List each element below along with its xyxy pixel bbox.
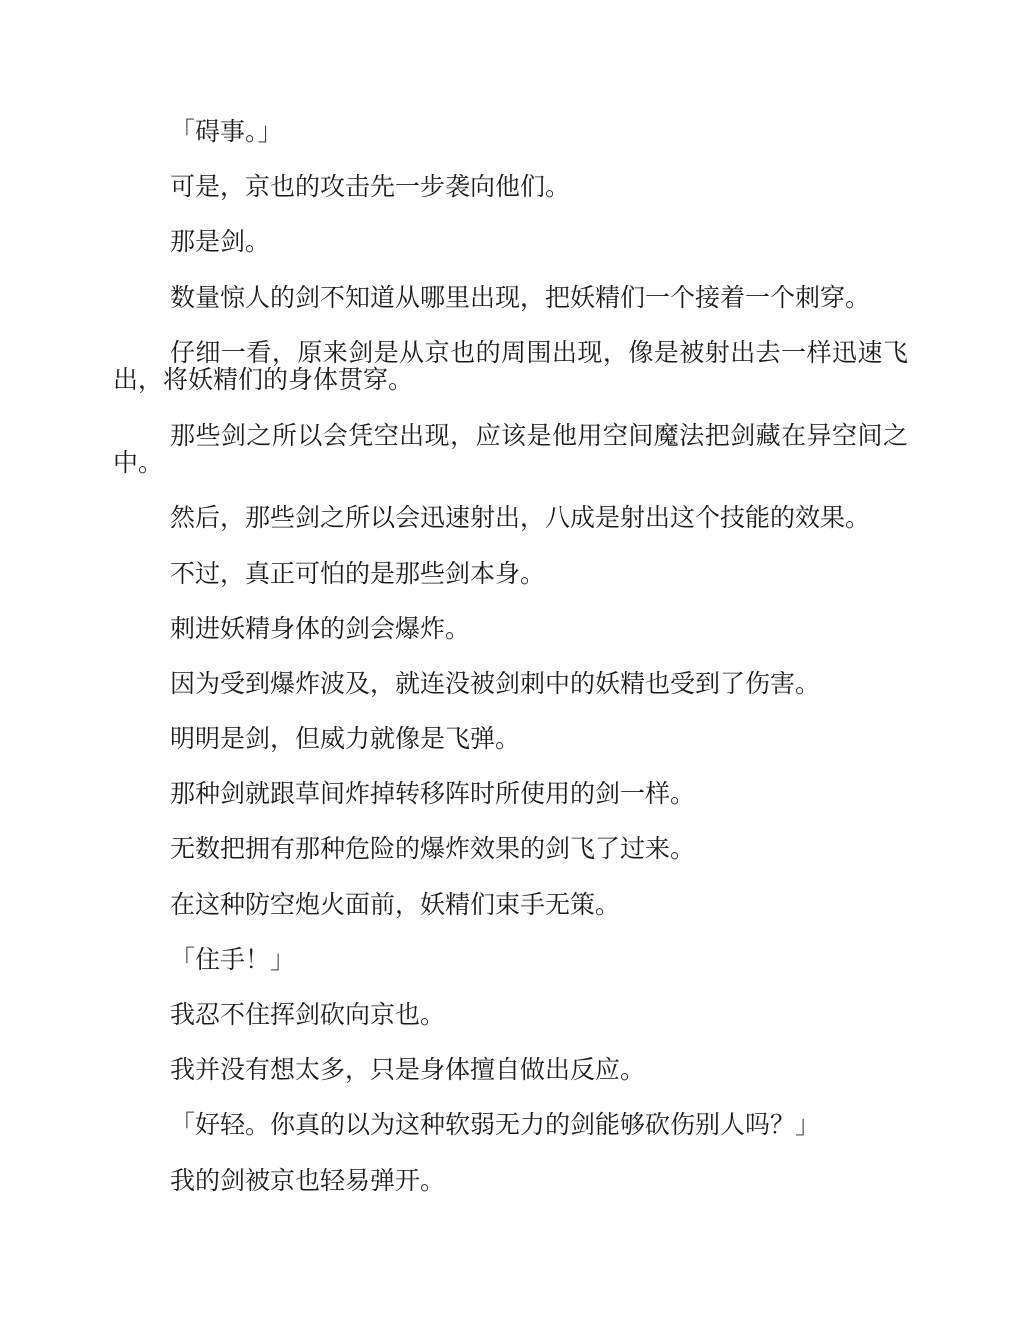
paragraph-12: 那种剑就跟草间炸掉转移阵时所使用的剑一样。 bbox=[170, 781, 696, 809]
text-block bbox=[113, 119, 908, 1195]
paragraph-5: 仔细一看，原来剑是从京也的周围出现，像是被射出去一样迅速飞出，将妖精们的身体贯穿。 bbox=[113, 339, 908, 395]
paragraph-4: 数量惊人的剑不知道从哪里出现，把妖精们一个接着一个刺穿。 bbox=[170, 284, 871, 312]
paragraph-3: 那是剑。 bbox=[170, 229, 271, 257]
paragraph-7: 然后，那些剑之所以会迅速射出，八成是射出这个技能的效果。 bbox=[170, 505, 871, 533]
paragraph-15: 「住手！」 bbox=[170, 946, 296, 974]
paragraph-2: 可是，京也的攻击先一步袭向他们。 bbox=[170, 174, 571, 202]
paragraph-17: 我并没有想太多，只是身体擅自做出反应。 bbox=[170, 1057, 646, 1085]
paragraph-16: 我忍不住挥剑砍向京也。 bbox=[170, 1002, 446, 1029]
paragraph-1: 「碍事。」 bbox=[170, 119, 283, 146]
paragraph-6: 那些剑之所以会凭空出现，应该是他用空间魔法把剑藏在异空间之中。 bbox=[113, 422, 908, 478]
paragraph-13: 无数把拥有那种危险的爆炸效果的剑飞了过来。 bbox=[170, 836, 696, 864]
paragraph-11: 明明是剑，但威力就像是飞弹。 bbox=[170, 726, 521, 754]
paragraph-10: 因为受到爆炸波及，就连没被剑刺中的妖精也受到了伤害。 bbox=[170, 670, 821, 698]
paragraph-18: 「好轻。你真的以为这种软弱无力的剑能够砍伤别人吗？」 bbox=[170, 1112, 821, 1140]
paragraph-14: 在这种防空炮火面前，妖精们束手无策。 bbox=[170, 891, 621, 919]
paragraph-8: 不过，真正可怕的是那些剑本身。 bbox=[170, 560, 546, 588]
paragraph-19: 我的剑被京也轻易弹开。 bbox=[170, 1167, 446, 1195]
paragraph-9: 刺进妖精身体的剑会爆炸。 bbox=[170, 615, 471, 643]
